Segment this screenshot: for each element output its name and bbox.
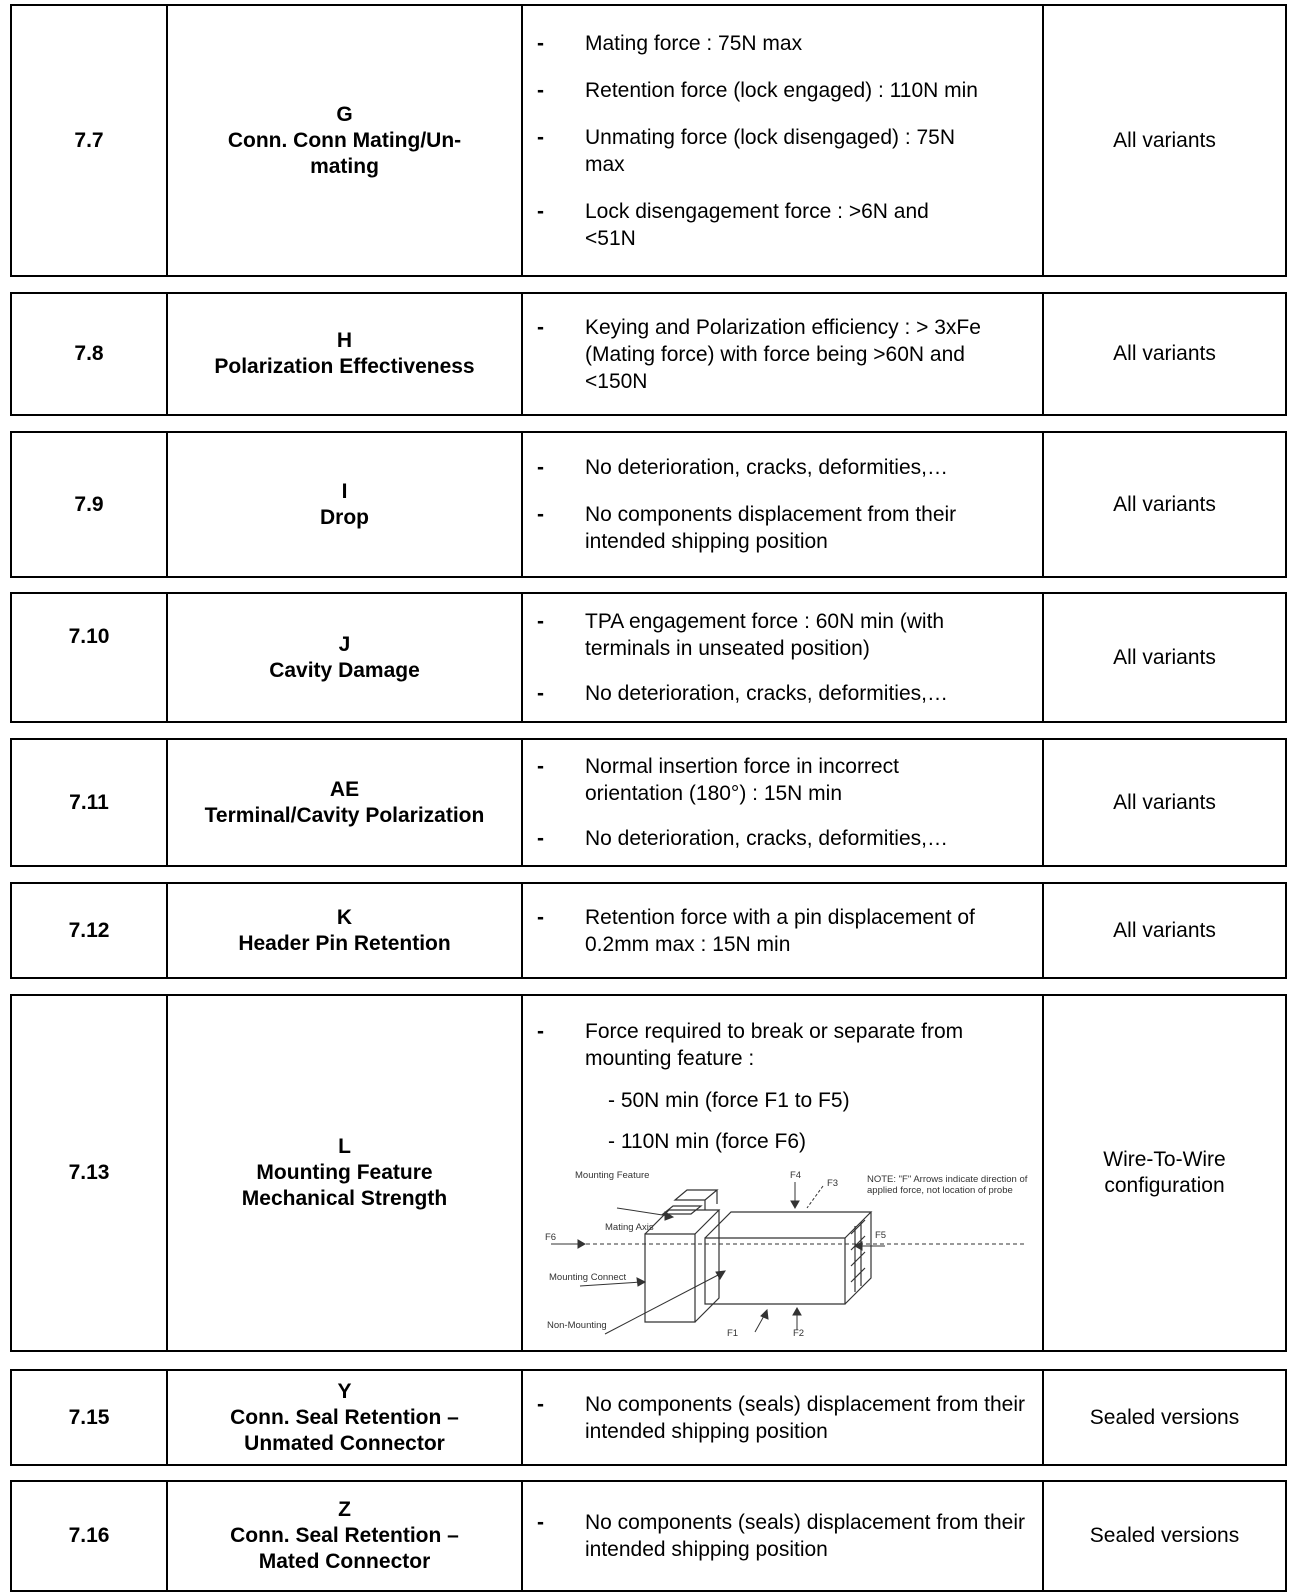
requirement-item: - Retention force with a pin displacement of 0.2mm max : 15N min — [537, 905, 975, 956]
requirement-item: - Retention force (lock engaged) : 110N min — [537, 78, 978, 102]
row-number: 7.7 — [74, 128, 104, 152]
requirements — [521, 594, 1042, 721]
test-name-line: Mechanical Strength — [241, 1187, 448, 1210]
row-number: 7.12 — [68, 918, 110, 942]
test-code: I — [341, 479, 348, 503]
row-number: 7.8 — [74, 342, 104, 365]
test-code: L — [338, 1135, 351, 1158]
applicability: Sealed versions — [1042, 1371, 1285, 1464]
requirement-item: - No components (seals) displacement from their intended shipping position — [537, 1392, 1026, 1443]
requirement-item: - No deterioration, cracks, deformities,… — [537, 456, 948, 479]
diagram-note: NOTE: "F" Arrows indicate direction of applied force, not location of probe — [867, 1174, 1028, 1196]
row-number: 7.16 — [68, 1524, 110, 1547]
requirement-item: - Normal insertion force in incorrect orientation (180°) : 15N min — [537, 755, 899, 805]
requirement-item: - Lock disengagement force : >6N and <51N — [537, 199, 929, 250]
test-name-line: Terminal/Cavity Polarization — [204, 803, 485, 827]
test-code: Y — [337, 1379, 352, 1403]
row-number: 7.11 — [69, 790, 109, 814]
applicability: All variants — [1042, 433, 1285, 576]
requirement-item: - No deterioration, cracks, deformities,… — [537, 682, 948, 705]
applicability: All variants — [1042, 740, 1285, 865]
label-mating-axis: Mating Axis — [605, 1222, 654, 1233]
test-code: H — [336, 329, 353, 352]
dash-marker: - — [537, 1511, 544, 1534]
requirement-item: - TPA engagement force : 60N min (with terminals in unseated position) — [537, 610, 945, 660]
row-number: 7.15 — [68, 1405, 110, 1429]
requirements — [521, 884, 1042, 977]
test-code: Z — [338, 1498, 351, 1521]
requirements — [521, 433, 1042, 576]
dash-marker: - — [537, 905, 544, 929]
requirements — [521, 996, 1042, 1350]
label-mounting-connect: Mounting Connect — [549, 1272, 627, 1283]
dash-marker: - — [537, 78, 544, 102]
test-name-line: Conn. Seal Retention – — [230, 1405, 459, 1429]
test-title — [166, 594, 521, 721]
requirement-item: - Force required to break or separate from mounting feature : — [537, 1020, 964, 1070]
label-f5: F5 — [875, 1230, 887, 1241]
requirement-item: - Mating force : 75N max — [537, 31, 803, 55]
requirement-item: - Unmating force (lock disengaged) : 75N max — [537, 125, 956, 176]
spec-row-7-7 — [10, 4, 1287, 277]
label-f1: F1 — [727, 1328, 739, 1339]
test-name-line: Mounting Feature — [256, 1161, 433, 1184]
applicability: All variants — [1042, 884, 1285, 977]
dash-marker: - — [537, 1020, 544, 1043]
test-name-line: Polarization Effectiveness — [214, 355, 475, 378]
spec-row-7-9 — [10, 431, 1287, 578]
applicability: All variants — [1042, 6, 1285, 275]
requirements — [521, 1371, 1042, 1464]
dash-marker: - — [537, 1392, 544, 1416]
test-title — [166, 1482, 521, 1590]
test-name-line: Drop — [320, 505, 369, 529]
test-code: J — [338, 632, 351, 656]
label-mounting-feature: Mounting Feature — [575, 1170, 650, 1181]
test-name-line: Mated Connector — [258, 1550, 431, 1573]
requirement-item: - Keying and Polarization efficiency : > 3xFe (Mating force) with force being >60N and <150N — [537, 315, 981, 393]
test-title — [166, 884, 521, 977]
sub-requirement: - 110N min (force F6) — [608, 1130, 806, 1153]
sub-requirement: - 50N min (force F1 to F5) — [608, 1089, 850, 1112]
label-f4: F4 — [790, 1170, 802, 1181]
dash-marker: - — [537, 456, 544, 479]
applicability: All variants — [1042, 594, 1285, 721]
requirement-item: - No components displacement from their intended shipping position — [537, 503, 957, 553]
dash-marker: - — [537, 755, 544, 778]
test-title — [166, 740, 521, 865]
label-f2: F2 — [793, 1328, 805, 1339]
applicability: Sealed versions — [1042, 1482, 1285, 1590]
dash-marker: - — [537, 827, 544, 850]
dash-marker: - — [537, 610, 544, 633]
requirement-item: - No deterioration, cracks, deformities,… — [537, 827, 948, 850]
spec-row-7-11 — [10, 738, 1287, 867]
requirements — [521, 294, 1042, 414]
test-title — [166, 6, 521, 275]
test-code: AE — [329, 777, 360, 801]
test-title — [166, 294, 521, 414]
dash-marker: - — [537, 125, 544, 149]
test-title — [166, 1371, 521, 1464]
test-name-line: Header Pin Retention — [238, 931, 451, 955]
test-name-line: Conn. Seal Retention – — [230, 1524, 459, 1547]
requirements — [521, 740, 1042, 865]
row-number: 7.10 — [68, 625, 110, 648]
label-non-mounting: Non-Mounting — [547, 1320, 607, 1331]
test-code: G — [336, 102, 353, 126]
spec-row-7-13 — [10, 994, 1287, 1352]
spec-row-7-16 — [10, 1480, 1287, 1592]
diagram-labels — [545, 1170, 886, 1339]
requirements — [521, 1482, 1042, 1590]
applicability: All variants — [1042, 294, 1285, 414]
spec-row-7-8 — [10, 292, 1287, 416]
applicability: Wire-To-Wire configuration — [1042, 996, 1285, 1350]
requirements — [521, 6, 1042, 275]
spec-row-7-10 — [10, 592, 1287, 723]
test-code: K — [336, 905, 353, 929]
dash-marker: - — [537, 31, 544, 55]
test-name-line: mating — [310, 154, 379, 178]
spec-row-7-15 — [10, 1369, 1287, 1466]
test-name-line: Conn. Conn Mating/Un- — [227, 128, 462, 152]
row-number: 7.9 — [74, 492, 104, 516]
requirement-item: - No components (seals) displacement from their intended shipping position — [537, 1511, 1026, 1561]
test-name-line: Unmated Connector — [244, 1431, 445, 1455]
spec-row-7-12 — [10, 882, 1287, 979]
label-f6: F6 — [545, 1232, 557, 1243]
label-f3: F3 — [827, 1178, 839, 1189]
dash-marker: - — [537, 682, 544, 705]
row-number: 7.13 — [68, 1161, 110, 1184]
dash-marker: - — [537, 503, 544, 526]
dash-marker: - — [537, 315, 544, 339]
test-title — [166, 433, 521, 576]
connector-drawing — [645, 1190, 871, 1322]
dash-marker: - — [537, 199, 544, 223]
mounting-force-diagram — [545, 1164, 1035, 1344]
test-title — [166, 996, 521, 1350]
test-name-line: Cavity Damage — [269, 658, 420, 682]
